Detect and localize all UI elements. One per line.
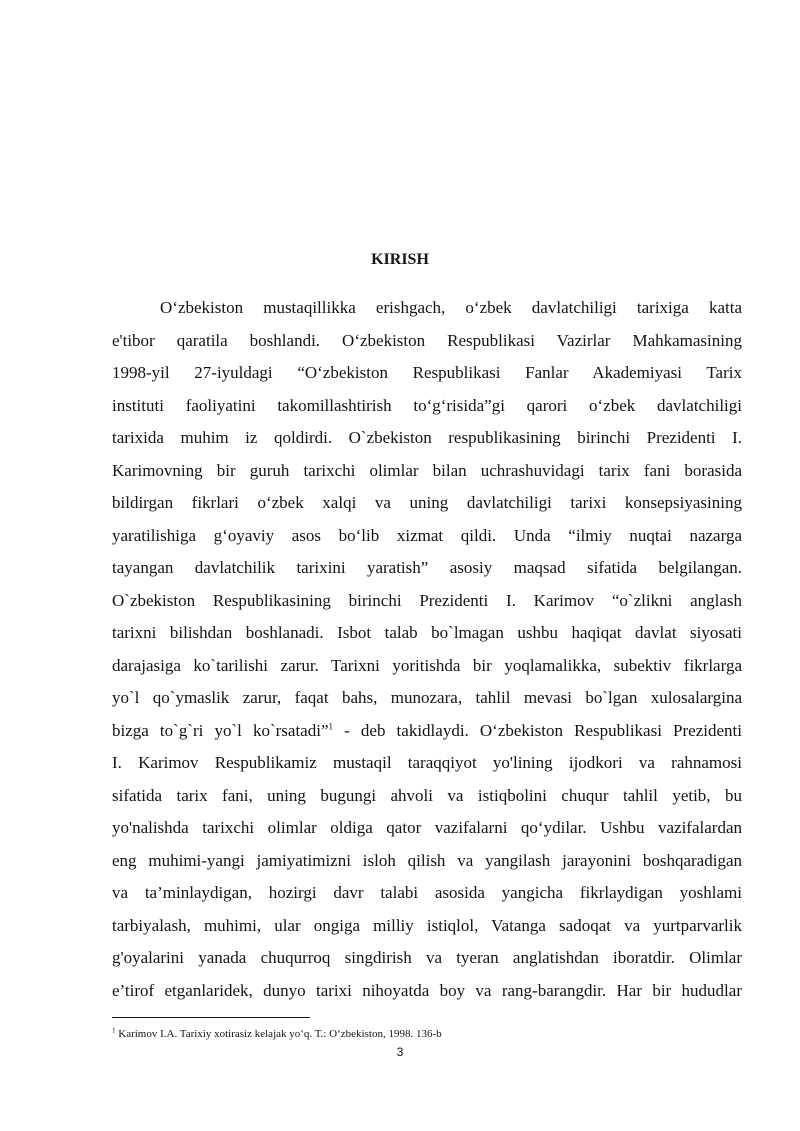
paragraph-line: yo'nalishda tarixchi olimlar oldiga qator vazifalarni qo‘ydilar. Ushbu vazifalardan: [112, 818, 742, 837]
paragraph-line: O`zbekiston Respublikasining birinchi Prezidenti I. Karimov “o`zlikni anglash: [112, 590, 742, 610]
footnote-reference[interactable]: 1: [328, 720, 333, 731]
footnote-divider: [112, 1017, 310, 1018]
section-heading: KIRISH: [371, 251, 429, 268]
paragraph-line: instituti faoliyatini takomillashtirish to‘g‘risida”gi qarori o‘zbek davlatchiligi: [112, 395, 742, 415]
quote-continuation: - deb takidlaydi. O‘zbekiston Respublikasi Prezidenti: [333, 720, 742, 740]
paragraph-line: 1998-yil 27-iyuldagi “O‘zbekiston Respublikasi Fanlar Akademiyasi Tarix: [112, 363, 742, 382]
paragraph-line: O‘zbekiston mustaqillikka erishgach, o‘zbek davlatchiligi tarixiga katta: [160, 298, 742, 317]
paragraph-line: tarixida muhim iz qoldirdi. O`zbekiston respublikasining birinchi Prezidenti I.: [112, 428, 742, 447]
quote-text: bizga to`g`ri yo`l ko`rsatadi”: [112, 720, 329, 740]
paragraph-line: tarbiyalash, muhimi, ular ongiga milliy istiqlol, Vatanga sadoqat va yurtparvarlik: [112, 915, 742, 935]
paragraph-line: bildirgan fikrlari o‘zbek xalqi va uning davlatchiligi tarixi konsepsiyasining: [112, 493, 742, 512]
paragraph-line: Karimovning bir guruh tarixchi olimlar bilan uchrashuvidagi tarix fani borasida: [112, 460, 742, 480]
page-number: 3: [396, 1045, 404, 1059]
paragraph-line: darajasiga ko`tarilishi zarur. Tarixni yoritishda bir yoqlamalikka, subektiv fikrlarga: [112, 655, 742, 675]
footnote: [112, 1027, 742, 1041]
footnote-marker: 1: [112, 1026, 116, 1035]
footnote-text: Karimov I.A. Tarixiy xotirasiz kelajak yo‘q. T.: O‘zbekiston, 1998. 136-b: [115, 1028, 442, 1040]
paragraph-line: eng muhimi-yangi jamiyatimizni isloh qilish va yangilash jarayonini boshqaradigan: [112, 850, 742, 870]
paragraph-line: e’tirof etganlaridek, dunyo tarixi nihoyatda boy va rang-barangdir. Har bir hududlar: [112, 980, 742, 1000]
paragraph-line: g'oyalarini yanada chuqurroq singdirish va tyeran anglatishdan iboratdir. Olimlar: [112, 948, 742, 967]
paragraph-line: tarixni bilishdan boshlanadi. Isbot talab bo`lmagan ushbu haqiqat davlat siyosati: [112, 623, 742, 642]
paragraph-line: I. Karimov Respublikamiz mustaqil taraqqiyot yo'lining ijodkori va rahnamosi: [112, 753, 742, 772]
paragraph-line: e'tibor qaratila boshlandi. O‘zbekiston Respublikasi Vazirlar Mahkamasining: [112, 330, 742, 350]
body-paragraph: [112, 292, 742, 1007]
paragraph-line-with-footnote-ref: [112, 715, 742, 748]
paragraph-line: va ta’minlaydigan, hozirgi davr talabi asosida yangicha fikrlaydigan yoshlami: [112, 883, 742, 902]
paragraph-line: yo`l qo`ymaslik zarur, faqat bahs, munozara, tahlil mevasi bo`lgan xulosalargina: [112, 688, 742, 707]
paragraph-line: sifatida tarix fani, uning bugungi ahvoli va istiqbolini chuqur tahlil yetib, bu: [112, 785, 742, 805]
paragraph-line: tayangan davlatchilik tarixini yaratish” asosiy maqsad sifatida belgilangan.: [112, 558, 742, 577]
paragraph-line: yaratilishiga g‘oyaviy asos bo‘lib xizmat qildi. Unda “ilmiy nuqtai nazarga: [112, 525, 742, 545]
